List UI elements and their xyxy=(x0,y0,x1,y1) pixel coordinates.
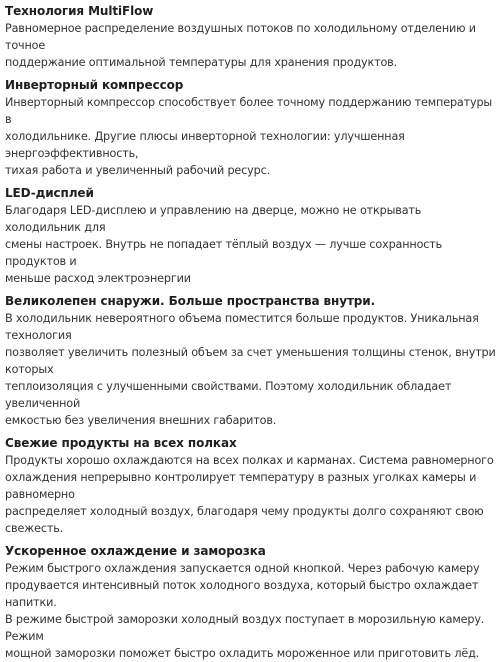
feature-title: LED-дисплей xyxy=(5,186,94,200)
feature-led-display xyxy=(5,185,500,287)
feature-description: Инверторный компрессор способствует более точному поддержанию температуры в холодильнике. Другие плюсы инверторной технологии: улучшенная энергоэффективность, тихая работа и увеличенный рабочий ресурс. xyxy=(5,96,493,177)
feature-inverter-compressor xyxy=(5,77,500,179)
feature-description: В холодильник невероятного объема поместится больше продуктов. Уникальная технология позволяет увеличить полезный объем за счет уменьшения толщины стенок, внутри которых теплоизоляция с улучшенными свойствами. Поэтому холодильник обладает увеличенной емкостью без увеличения внешних габаритов. xyxy=(5,312,496,427)
feature-fast-cooling-freezing xyxy=(5,543,500,662)
feature-title: Свежие продукты на всех полках xyxy=(5,436,237,450)
feature-title: Ускоренное охлаждение и заморозка xyxy=(5,544,266,558)
feature-description: Благодаря LED-дисплею и управлению на дверце, можно не открывать холодильник для смены настроек. Внутрь не попадает тёплый воздух — лучше сохранность продуктов и меньше расход электроэнергии xyxy=(5,204,443,285)
feature-title: Технология MultiFlow xyxy=(5,4,154,18)
feature-fresh-shelves xyxy=(5,435,500,537)
feature-description: Режим быстрого охлаждения запускается одной кнопкой. Через рабочую камеру продувается интенсивный поток холодного воздуха, который быстро охлаждает напитки. В режиме быстрой заморозки холодный воздух поступает в морозильную камеру. Режим мощной заморозки поможет быстро охладить мороженное или приготовить лёд. xyxy=(5,562,485,660)
feature-description: Продукты хорошо охлаждаются на всех полках и карманах. Система равномерного охлаждения непрерывно контролирует температуру в разных уголках камеры и равномерно распределяет холодный воздух, благодаря чему продукты долго сохраняют свою свежесть. xyxy=(5,454,494,535)
feature-more-space xyxy=(5,293,500,429)
feature-multiflow xyxy=(5,3,500,71)
feature-description: Равномерное распределение воздушных потоков по холодильному отделению и точное поддержание оптимальной температуры для хранения продуктов. xyxy=(5,22,476,69)
feature-title: Инверторный компрессор xyxy=(5,78,184,92)
feature-title: Великолепен снаружи. Больше пространства внутри. xyxy=(5,294,376,308)
